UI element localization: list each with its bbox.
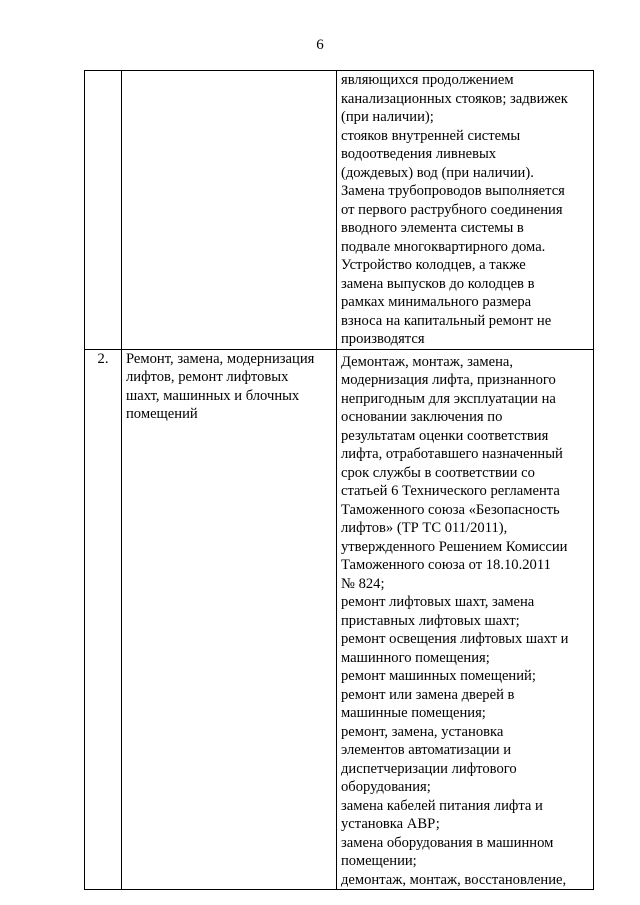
description-line: ремонт освещения лифтовых шахт и: [341, 631, 569, 647]
description-line: лифта, отработавшего назначенный: [341, 446, 563, 462]
description-line: стояков внутренней системы: [341, 127, 521, 144]
page-number: 6: [316, 37, 324, 53]
description-line: машинные помещения;: [341, 705, 486, 721]
description-line: (при наличии);: [341, 109, 434, 125]
description-line: от первого раструбного соединения: [341, 201, 563, 218]
description-line: замена оборудования в машинном: [341, 834, 554, 851]
description-line: являющихся продолжением: [341, 72, 514, 88]
work-name-line: лифтов, ремонт лифтовых: [126, 369, 289, 385]
work-name-cell: [122, 349, 337, 890]
description-line: (дождевых) вод (при наличии).: [341, 164, 534, 181]
description-line: основании заключения по: [341, 409, 503, 425]
work-name-line: шахт, машинных и блочных: [126, 387, 300, 404]
description-line: машинного помещения;: [341, 649, 490, 666]
work-name-line: Ремонт, замена, модернизация: [126, 350, 315, 367]
description-line: ремонт лифтовых шахт, замена: [341, 594, 535, 610]
description-line: утвержденного Решением Комиссии: [341, 538, 568, 555]
description-line: водоотведения ливневых: [341, 146, 497, 162]
description-line: установка АВР;: [341, 816, 440, 832]
description-line: непригодным для эксплуатации на: [341, 390, 556, 407]
description-line: диспетчеризации лифтового: [341, 760, 517, 777]
description-line: ремонт машинных помещений;: [341, 668, 536, 684]
work-description-cell: [337, 349, 594, 890]
description-line: лифтов» (ТР ТС 011/2011),: [341, 520, 508, 536]
description-line: демонтаж, монтаж, восстановление,: [341, 871, 567, 888]
description-line: канализационных стояков; задвижек: [341, 90, 568, 107]
description-line: № 824;: [341, 575, 385, 592]
work-name-line: помещений: [126, 406, 198, 422]
description-line: замена кабелей питания лифта и: [341, 797, 543, 814]
row-number-cell: [85, 71, 122, 350]
works-table: [84, 70, 594, 890]
description-line: Устройство колодцев, а также: [341, 257, 526, 273]
description-line: модернизация лифта, признанного: [341, 372, 556, 388]
description-line: Замена трубопроводов выполняется: [341, 183, 565, 199]
row-number-cell: 2.: [85, 349, 122, 890]
description-line: элементов автоматизации и: [341, 742, 512, 758]
description-line: оборудования;: [341, 779, 431, 795]
table-row: [85, 349, 594, 890]
description-line: ремонт или замена дверей в: [341, 686, 515, 703]
description-line: помещении;: [341, 853, 417, 869]
description-line: Таможенного союза «Безопасность: [341, 501, 560, 518]
description-line: взноса на капитальный ремонт не: [341, 312, 552, 329]
work-description-cell: [337, 71, 594, 350]
description-line: ремонт, замена, установка: [341, 723, 504, 740]
description-line: подвале многоквартирного дома.: [341, 238, 546, 255]
description-line: рамках минимального размера: [341, 294, 532, 310]
description-line: замена выпусков до колодцев в: [341, 275, 535, 292]
description-line: вводного элемента системы в: [341, 220, 524, 236]
description-line: приставных лифтовых шахт;: [341, 612, 520, 629]
table-row: [85, 71, 594, 350]
description-line: статьей 6 Технического регламента: [341, 483, 560, 499]
description-line: Демонтаж, монтаж, замена,: [341, 353, 514, 370]
description-line: срок службы в соответствии со: [341, 464, 535, 481]
description-line: Таможенного союза от 18.10.2011: [341, 557, 551, 573]
description-line: результатам оценки соответствия: [341, 427, 549, 444]
description-line: производятся: [341, 331, 425, 347]
work-name-cell: [122, 71, 337, 350]
